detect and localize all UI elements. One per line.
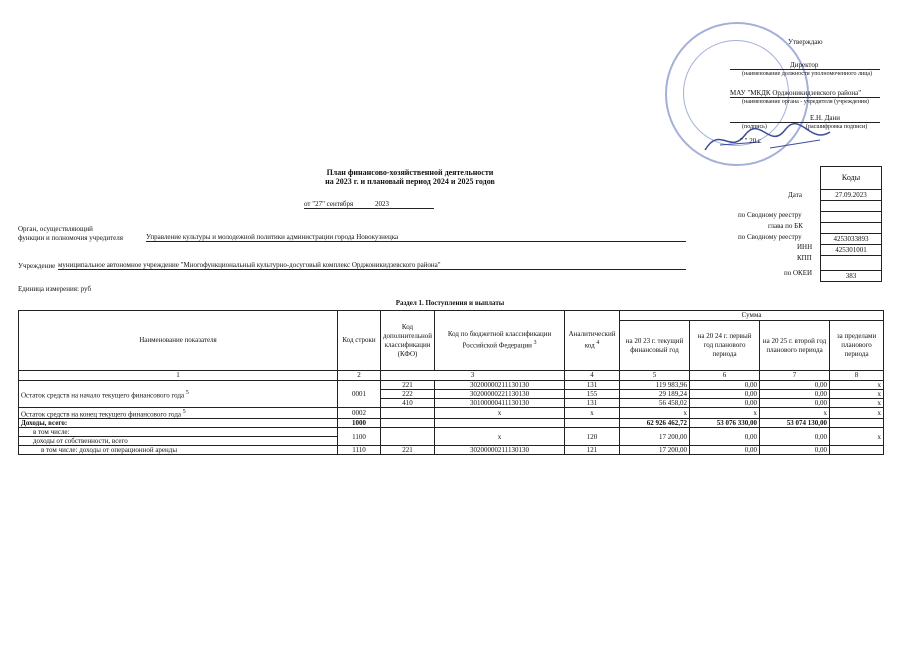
rent-label: в том числе: доходы от операционной аренды xyxy=(19,446,338,455)
rent-kfo: 221 xyxy=(381,446,435,455)
income-y3: 53 074 130,00 xyxy=(760,419,830,428)
ostatok-end-label xyxy=(19,408,338,419)
cell-y3: 0,00 xyxy=(760,390,830,399)
th-y1: на 20 23 г. текущий финансовый год xyxy=(620,321,690,371)
ostatok-start-sup: 5 xyxy=(185,389,189,396)
th-bk-sup: 3 xyxy=(533,340,537,347)
cell-y4: x xyxy=(830,390,884,399)
income-label: Доходы, всего: xyxy=(19,419,338,428)
codes-date: 27.09.2023 xyxy=(821,190,881,201)
table-row xyxy=(19,381,884,390)
cell-kfo: 221 xyxy=(381,381,435,390)
cell-y4: x xyxy=(830,381,884,390)
cell-y3: 0,00 xyxy=(760,381,830,390)
glava-label: глава по БК xyxy=(768,222,803,230)
kpp-label: КПП xyxy=(797,254,812,262)
cell-an: 131 xyxy=(565,381,620,390)
cell-y1: 119 983,96 xyxy=(620,381,690,390)
ostatok-end-code: 0002 xyxy=(338,408,381,419)
doc-date-year: 2023 xyxy=(374,200,389,208)
table-row xyxy=(19,419,884,428)
ostatok-start-code: 0001 xyxy=(338,381,381,408)
th-an-text: Аналитический код xyxy=(568,330,616,350)
cell-bk: 30200000211130130 xyxy=(435,381,565,390)
cell-bk: 30100000411130130 xyxy=(435,399,565,408)
codes-kpp: 425301001 xyxy=(821,245,881,256)
org-caption: (наименование органа - учредителя (учреждения) xyxy=(742,99,869,105)
th-an-sup: 4 xyxy=(596,340,600,347)
cell-y4: x xyxy=(830,399,884,408)
codes-reestr1 xyxy=(821,201,881,212)
cell-y2: 0,00 xyxy=(690,390,760,399)
okei-label: по ОКЕИ xyxy=(784,269,813,277)
cell-kfo xyxy=(381,419,435,428)
inn-label: ИНН xyxy=(797,243,813,251)
codes-blank xyxy=(821,256,881,271)
col-num: 6 xyxy=(690,371,760,381)
cell-an: 131 xyxy=(565,399,620,408)
codes-glava xyxy=(821,212,881,223)
cell-an xyxy=(565,419,620,428)
rent-code: 1110 xyxy=(338,446,381,455)
own-label: доходы от собственности, всего xyxy=(19,437,338,446)
section-title: Раздел 1. Поступления и выплаты xyxy=(395,299,505,307)
th-name: Наименование показателя xyxy=(19,311,338,371)
own-y3: 0,00 xyxy=(760,428,830,446)
cell-y2: x xyxy=(690,408,760,419)
unit-label: Единица измерения: руб xyxy=(18,285,92,293)
table-row xyxy=(19,446,884,455)
cell-kfo xyxy=(381,408,435,419)
own-y1: 17 200,00 xyxy=(620,428,690,446)
th-y2: на 20 24 г. первый год планового периода xyxy=(690,321,760,371)
cell-kfo xyxy=(381,428,435,446)
col-num: 1 xyxy=(19,371,338,381)
approved-label: Утверждаю xyxy=(788,38,823,46)
date-label: Дата xyxy=(788,191,802,199)
cell-y1: 29 189,24 xyxy=(620,390,690,399)
th-bk xyxy=(435,311,565,371)
rent-y1: 17 200,00 xyxy=(620,446,690,455)
approval-date: " " 20 г. xyxy=(740,137,762,145)
codes-inn: 4253033893 xyxy=(821,234,881,245)
cell-an: 155 xyxy=(565,390,620,399)
th-code: Код строки xyxy=(338,311,381,371)
codes-reestr2 xyxy=(821,223,881,234)
reestr1-label: по Сводному реестру xyxy=(738,211,802,219)
th-sum: Сумма xyxy=(620,311,884,321)
own-bk: x xyxy=(435,428,565,446)
th-y4: за пределами планового периода xyxy=(830,321,884,371)
doc-date-prefix: от "27" сентября xyxy=(304,200,354,208)
cell-an: x xyxy=(565,408,620,419)
own-an: 120 xyxy=(565,428,620,446)
cell-y2: 0,00 xyxy=(690,399,760,408)
col-num: 8 xyxy=(830,371,884,381)
table-row xyxy=(19,428,884,437)
cell-y1: x xyxy=(620,408,690,419)
approver-org: МАУ "МКДК Орджоникидзевского района" xyxy=(730,89,880,98)
codes-header: Коды xyxy=(821,167,881,190)
rent-an: 121 xyxy=(565,446,620,455)
reestr2-label: по Сводному реестру xyxy=(738,233,802,241)
cell-bk: x xyxy=(435,408,565,419)
doc-date xyxy=(304,200,434,209)
col-num: 2 xyxy=(338,371,381,381)
doc-title-line2: на 2023 г. и плановый период 2024 и 2025 годов xyxy=(325,177,495,186)
institution-label: Учреждение xyxy=(18,262,56,270)
organ-label1: Орган, осуществляющий xyxy=(18,225,93,233)
rent-y2: 0,00 xyxy=(690,446,760,455)
col-num: 3 xyxy=(381,371,565,381)
finance-table xyxy=(18,310,884,455)
th-bk-text: Код по бюджетной классификации Российской Федерации xyxy=(447,330,552,350)
approver-position: Директор xyxy=(730,61,880,70)
own-y4: x xyxy=(830,428,884,446)
own-y2: 0,00 xyxy=(690,428,760,446)
cell-y2: 0,00 xyxy=(690,381,760,390)
codes-box xyxy=(820,166,882,282)
ostatok-start-text: Остаток средств на начало текущего финансового года xyxy=(21,391,185,400)
own-code: 1100 xyxy=(338,428,381,446)
cell-y4: x xyxy=(830,408,884,419)
rent-y3: 0,00 xyxy=(760,446,830,455)
name-caption: (расшифровка подписи) xyxy=(806,124,868,130)
th-y3: на 20 25 г. второй год планового периода xyxy=(760,321,830,371)
cell-kfo: 410 xyxy=(381,399,435,408)
col-num: 4 xyxy=(565,371,620,381)
doc-title-line1: План финансово-хозяйственной деятельности xyxy=(326,168,494,177)
table-row xyxy=(19,408,884,419)
income-code: 1000 xyxy=(338,419,381,428)
cell-y3: 0,00 xyxy=(760,399,830,408)
income-y1: 62 926 462,72 xyxy=(620,419,690,428)
cell-y4 xyxy=(830,446,884,455)
income-y2: 53 076 330,00 xyxy=(690,419,760,428)
col-num: 7 xyxy=(760,371,830,381)
cell-bk xyxy=(435,419,565,428)
th-kfo: Код дополнительной классификации (КФО) xyxy=(381,311,435,371)
th-an xyxy=(565,311,620,371)
rent-bk: 30200000211130130 xyxy=(435,446,565,455)
organ-label2: функции и полномочия учредителя xyxy=(18,234,123,242)
cell-y3: x xyxy=(760,408,830,419)
ostatok-end-sup: 5 xyxy=(182,409,186,415)
approver-name: Е.Н. Дани xyxy=(730,114,880,123)
cell-y4 xyxy=(830,419,884,428)
ostatok-end-text: Остаток средств на конец текущего финансового года xyxy=(21,410,182,419)
institution-value: муниципальное автономное учреждение "Многофункциональный культурно-досуговый комплекс Орджоникидзевского района" xyxy=(58,261,686,270)
cell-kfo: 222 xyxy=(381,390,435,399)
incl-label: в том числе: xyxy=(19,428,338,437)
ostatok-start-label xyxy=(19,381,338,408)
position-caption: (наименование должности уполномоченного лица) xyxy=(742,71,873,77)
organ-value: Управление культуры и молодежной политики администрации города Новокузнецка xyxy=(146,233,686,242)
cell-y1: 56 458,02 xyxy=(620,399,690,408)
sign-caption: (подпись) xyxy=(742,124,767,130)
codes-okei: 383 xyxy=(845,272,857,280)
col-num: 5 xyxy=(620,371,690,381)
cell-bk: 30200000221130130 xyxy=(435,390,565,399)
